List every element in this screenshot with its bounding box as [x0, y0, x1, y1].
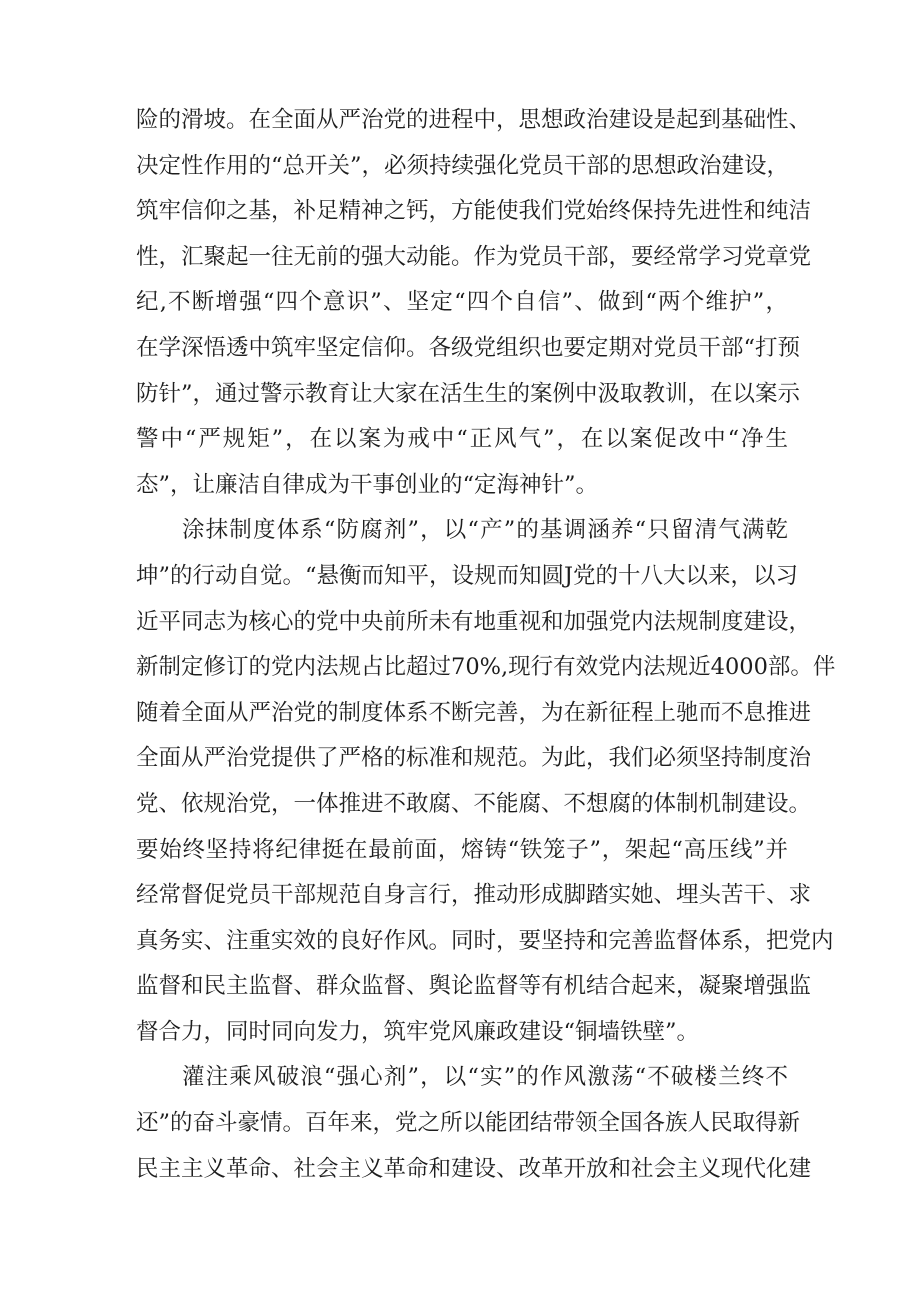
text-line: 新制定修订的党内法规占比超过70%,现行有效党内法规近4000部。伴 — [136, 654, 836, 681]
text-line: 督合力，同时同向发力，筑牢党风廉政建设“铜墙铁壁”。 — [136, 1018, 700, 1045]
paragraph-start-line: 涂抹制度体系“防腐剂”，以“产”的基调涵养“只留清气满乾 — [182, 517, 788, 544]
text-line: 坤”的行动自觉。“悬衡而知平，设规而知圆J党的十八大以来，以习 — [136, 562, 799, 589]
text-line: 近平同志为核心的党中央前所未有地重视和加强党内法规制度建设， — [136, 608, 812, 635]
text-line: 防针”，通过警示教育让大家在活生生的案例中汲取教训，在以案示 — [136, 380, 801, 407]
body-text — [136, 98, 836, 1192]
text-line: 决定性作用的“总开关”，必须持续强化党员干部的思想政治建设， — [136, 152, 790, 179]
text-line: 在学深悟透中筑牢坚定信仰。各级党组织也要定期对党员干部“打预 — [136, 334, 801, 361]
text-line: 经常督促党员干部规范自身言行，推动形成脚踏实她、埋头苦干、求 — [136, 882, 812, 909]
text-line: 还”的奋斗豪情。百年来，党之所以能团结带领全国各族人民取得新 — [136, 1110, 801, 1137]
text-line: 筑牢信仰之基，补足精神之钙，方能使我们党始终保持先进性和纯洁 — [136, 198, 812, 225]
text-line: 要始终坚持将纪律挺在最前面，熔铸“铁笼子”，架起“高压线”并 — [136, 836, 788, 863]
text-line: 性，汇聚起一往无前的强大动能。作为党员干部，要经常学习党章党 — [136, 243, 812, 270]
paragraph-start-line: 灌注乘风破浪“强心剂”，以“实”的作风激荡“不破楼兰终不 — [182, 1064, 788, 1091]
text-line: 警中“严规矩”，在以案为戒中“正风气”，在以案促改中“净生 — [136, 426, 788, 453]
text-line: 全面从严治党提供了严格的标准和规范。为此，我们必须坚持制度治 — [136, 745, 812, 772]
text-line: 民主主义革命、社会主义革命和建设、改革开放和社会主义现代化建 — [136, 1155, 812, 1182]
text-line: 险的滑坡。在全面从严治党的进程中，思想政治建设是起到基础性、 — [136, 107, 812, 133]
text-line: 随着全面从严治党的制度体系不断完善，为在新征程上驰而不息推进 — [136, 699, 812, 726]
text-line: 监督和民主监督、群众监督、舆论监督等有机结合起来，凝聚增强监 — [136, 973, 812, 1000]
text-line: 真务实、注重实效的良好作风。同时，要坚持和完善监督体系，把党内 — [136, 927, 834, 954]
text-line: 党、依规治党，一体推进不敢腐、不能腐、不想腐的体制机制建设。 — [136, 790, 812, 817]
text-line: 纪,不断增强“四个意识”、坚定“四个自信”、做到“两个维护”， — [136, 289, 788, 316]
text-line: 态”，让廉洁自律成为干事创业的“定海神针”。 — [136, 471, 599, 498]
